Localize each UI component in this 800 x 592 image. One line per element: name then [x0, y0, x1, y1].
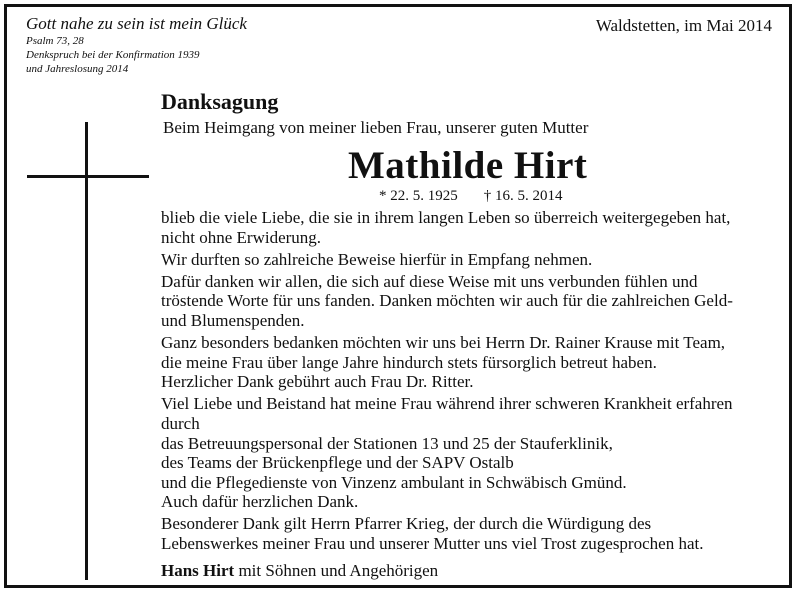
paragraph — [161, 514, 781, 553]
motto-reference: Psalm 73, 28 — [26, 35, 84, 47]
paragraph — [161, 208, 781, 247]
paragraph-line: des Teams der Brückenpflege und der SAPV Ostalb — [161, 453, 514, 473]
paragraph-line: Besonderer Dank gilt Herrn Pfarrer Krieg, der durch die Würdigung des — [161, 514, 652, 534]
motto-block — [26, 14, 247, 76]
paragraph-line: Ganz besonders bedanken möchten wir uns bei Herrn Dr. Rainer Krause mit Team, — [161, 333, 726, 353]
paragraph-line: tröstende Worte für uns fanden. Danken möchten wir auch für die zahlreichen Geld- — [161, 291, 733, 311]
paragraph-line: Viel Liebe und Beistand hat meine Frau während ihrer schweren Krankheit erfahren — [161, 394, 733, 414]
paragraph-line: die meine Frau über lange Jahre hindurch stets fürsorglich betreut haben. — [161, 352, 657, 372]
death-date: † 16. 5. 2014 — [483, 188, 563, 204]
birth-date: * 22. 5. 1925 — [379, 188, 458, 204]
paragraph-line: das Betreuungspersonal der Stationen 13 und 25 der Stauferklinik, — [161, 433, 613, 453]
motto-note-line1: Denkspruch bei der Konfirmation 1939 — [26, 49, 200, 61]
intro-line: Beim Heimgang von meiner lieben Frau, unserer guten Mutter — [163, 118, 589, 137]
paragraph-line: Dafür danken wir allen, die sich auf diese Weise mit uns verbunden fühlen und — [161, 271, 698, 291]
heading: Danksagung — [161, 89, 279, 114]
thanks-text — [161, 208, 781, 556]
paragraph-line: durch — [161, 413, 200, 433]
life-dates — [379, 188, 563, 205]
paragraph — [161, 250, 781, 270]
cross-icon-vertical — [85, 122, 88, 580]
signature-name: Hans Hirt — [161, 561, 235, 580]
cross-icon-horizontal — [27, 175, 149, 178]
motto-verse: Gott nahe zu sein ist mein Glück — [26, 14, 247, 33]
signature-rest: mit Söhnen und Angehörigen — [238, 561, 439, 580]
paragraph-line: Lebenswerkes meiner Frau und unserer Mutter uns viel Trost zugesprochen hat. — [161, 534, 704, 553]
paragraph — [161, 394, 781, 512]
paragraph-line: Wir durften so zahlreiche Beweise hierfür in Empfang nehmen. — [161, 249, 593, 269]
place-date: Waldstetten, im Mai 2014 — [595, 16, 772, 35]
paragraph — [161, 272, 781, 331]
paragraph-line: Auch dafür herzlichen Dank. — [161, 492, 359, 512]
paragraph — [161, 333, 781, 392]
paragraph-line: blieb die viele Liebe, die sie in ihrem langen Leben so überreich weitergegeben hat, — [161, 208, 731, 227]
signature — [161, 561, 438, 581]
paragraph-line: und die Pflegedienste von Vinzenz ambulant in Schwäbisch Gmünd. — [161, 472, 627, 492]
deceased-name: Mathilde Hirt — [348, 144, 588, 187]
motto-note-line2: und Jahreslosung 2014 — [26, 63, 129, 75]
paragraph-line: und Blumenspenden. — [161, 310, 305, 330]
paragraph-line: nicht ohne Erwiderung. — [161, 227, 322, 247]
paragraph-line: Herzlicher Dank gebührt auch Frau Dr. Ritter. — [161, 372, 474, 392]
